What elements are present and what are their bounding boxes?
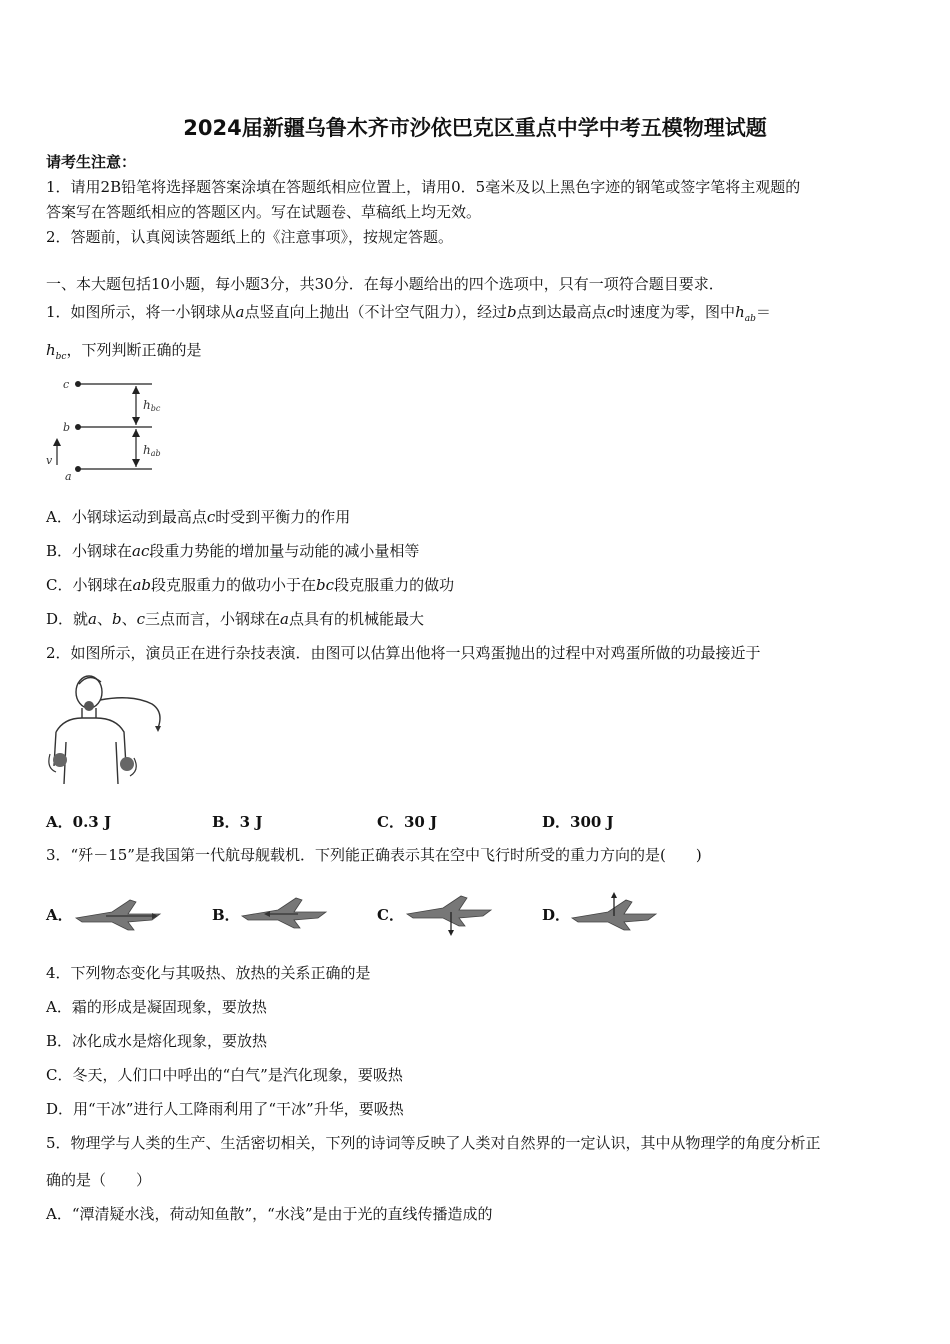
q1-option-c: C．小钢球在ab段克服重力的做功小于在bc段克服重力的做功 xyxy=(46,576,455,594)
q3-label-b: B． xyxy=(212,906,240,924)
q2-stem: 2．如图所示，演员正在进行杂技表演．由图可以估算出他将一只鸡蛋抛出的过程中对鸡蛋所做的功最接近于 xyxy=(46,644,761,662)
q3-label-a: A． xyxy=(46,906,73,924)
q5-stem-cont: 确的是（ ） xyxy=(46,1171,152,1189)
q1-stem-cont: $h_{bc}$，下列判断正确的是 xyxy=(46,341,202,362)
jet-icon-d xyxy=(568,890,660,936)
q4-option-d: D．用“干冰”进行人工降雨利用了“干冰”升华，要吸热 xyxy=(46,1100,404,1118)
page-title: 2024届新疆乌鲁木齐市沙依巴克区重点中学中考五模物理试题 xyxy=(183,116,767,140)
jet-icon-a xyxy=(72,894,164,934)
juggler-figure xyxy=(42,672,167,794)
q4-option-a: A．霜的形成是凝固现象，要放热 xyxy=(46,998,267,1016)
q2-option-b: B．3 J xyxy=(212,813,263,831)
fig-label-b: b xyxy=(63,421,71,434)
notice-item-2: 2．答题前，认真阅读答题纸上的《注意事项》，按规定答题。 xyxy=(46,228,454,246)
notice-item-1: 1．请用2B铅笔将选择题答案涂填在答题纸相应位置上，请用0．5毫米及以上黑色字迹的钢笔或签字笔将主观题的 xyxy=(46,178,801,196)
section-heading: 一、本大题包括10小题，每小题3分，共30分．在每小题给出的四个选项中，只有一项符合题目要求． xyxy=(46,275,724,293)
fig-label-a: a xyxy=(65,470,72,483)
jet-icon-c xyxy=(403,890,495,936)
q4-stem: 4．下列物态变化与其吸热、放热的关系正确的是 xyxy=(46,964,371,982)
q1-stem: 1．如图所示，将一小钢球从a点竖直向上抛出（不计空气阻力），经过b点到达最高点c时速度为零，图中$h_{ab}=$ xyxy=(46,303,771,324)
fig-label-hab: hab xyxy=(143,443,161,458)
jet-icon-b xyxy=(238,892,330,932)
notice-heading: 请考生注意： xyxy=(46,153,137,171)
q2-option-c: C．30 J xyxy=(377,813,438,831)
q1-option-d: D．就a、b、c三点而言，小钢球在a点具有的机械能最大 xyxy=(46,610,425,628)
q3-stem: 3．“歼－15”是我国第一代航母舰载机．下列能正确表示其在空中飞行时所受的重力方向的是( ) xyxy=(46,846,702,864)
q1-option-b: B．小钢球在ac段重力势能的增加量与动能的减小量相等 xyxy=(46,542,420,560)
q1-option-a: A．小钢球运动到最高点c时受到平衡力的作用 xyxy=(46,508,351,526)
fig-label-c: c xyxy=(63,378,70,391)
q5-option-a: A．“潭清疑水浅，荷动知鱼散”，“水浅”是由于光的直线传播造成的 xyxy=(46,1205,493,1223)
notice-item-1-cont: 答案写在答题纸相应的答题区内。写在试题卷、草稿纸上均无效。 xyxy=(46,203,482,221)
q3-label-d: D． xyxy=(542,906,571,924)
q1-figure xyxy=(40,372,170,484)
fig-label-v: v xyxy=(46,454,53,467)
q2-option-a: A．0.3 J xyxy=(46,813,112,831)
q3-label-c: C． xyxy=(377,906,404,924)
fig-label-hbc: hbc xyxy=(143,398,161,413)
q5-stem: 5．物理学与人类的生产、生活密切相关，下列的诗词等反映了人类对自然界的一定认识，其中从物理学的角度分析正 xyxy=(46,1134,821,1152)
q2-option-d: D．300 J xyxy=(542,813,614,831)
q4-option-c: C．冬天，人们口中呼出的“白气”是汽化现象，要吸热 xyxy=(46,1066,403,1084)
q4-option-b: B．冰化成水是熔化现象，要放热 xyxy=(46,1032,268,1050)
